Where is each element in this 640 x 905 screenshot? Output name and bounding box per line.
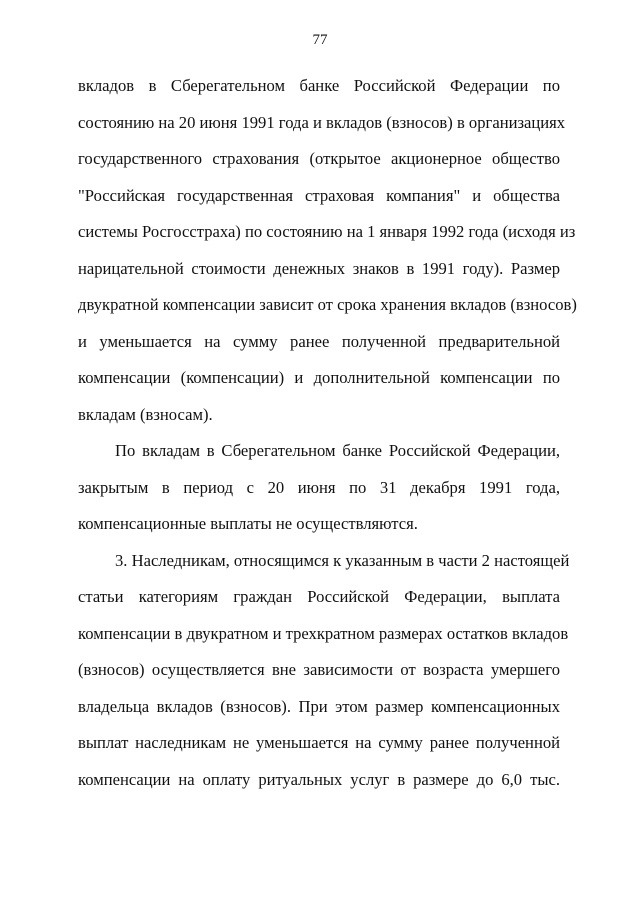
text-line: закрытым в период с 20 июня по 31 декабря 1991 года, <box>78 477 560 497</box>
text-line: состоянию на 20 июня 1991 года и вкладов (взносов) в организациях <box>78 112 566 132</box>
text-line: компенсационные выплаты не осуществляются. <box>78 514 418 533</box>
text-line: По вкладам в Сберегательном банке Российской Федерации, <box>115 441 560 460</box>
text-line: нарицательной стоимости денежных знаков в 1991 году). Размер <box>78 258 560 278</box>
text-line: 3. Наследникам, относящимся к указанным в части 2 настоящей <box>115 550 570 570</box>
text-line: двукратной компенсации зависит от срока хранения вкладов (взносов) <box>78 295 577 314</box>
paragraph-2 <box>78 433 560 543</box>
text-line: "Российская государственная страховая компания" и общества <box>78 185 560 205</box>
text-line: вкладам (взносам). <box>78 404 213 424</box>
paragraph-1 <box>78 68 577 433</box>
text-line: системы Росгосстраха) по состоянию на 1 января 1992 года (исходя из <box>78 222 576 241</box>
text-line: и уменьшается на сумму ранее полученной предварительной <box>78 331 560 351</box>
page-number: 77 <box>312 32 328 48</box>
text-line: вкладов в Сберегательном банке Российской Федерации по <box>78 76 560 95</box>
text-line: выплат наследникам не уменьшается на сумму ранее полученной <box>78 733 560 752</box>
text-line: (взносов) осуществляется вне зависимости от возраста умершего <box>78 660 560 679</box>
document-body <box>78 68 577 798</box>
text-line: статьи категориям граждан Российской Федерации, выплата <box>78 587 560 606</box>
text-line: государственного страхования (открытое акционерное общество <box>78 149 560 168</box>
text-line: компенсации (компенсации) и дополнительной компенсации по <box>78 368 560 387</box>
text-line: владельца вкладов (взносов). При этом размер компенсационных <box>78 696 560 716</box>
paragraph-3 <box>78 543 570 799</box>
text-line: компенсации в двукратном и трехкратном размерах остатков вкладов <box>78 623 569 643</box>
text-line: компенсации на оплату ритуальных услуг в размере до 6,0 тыс. <box>78 769 560 789</box>
